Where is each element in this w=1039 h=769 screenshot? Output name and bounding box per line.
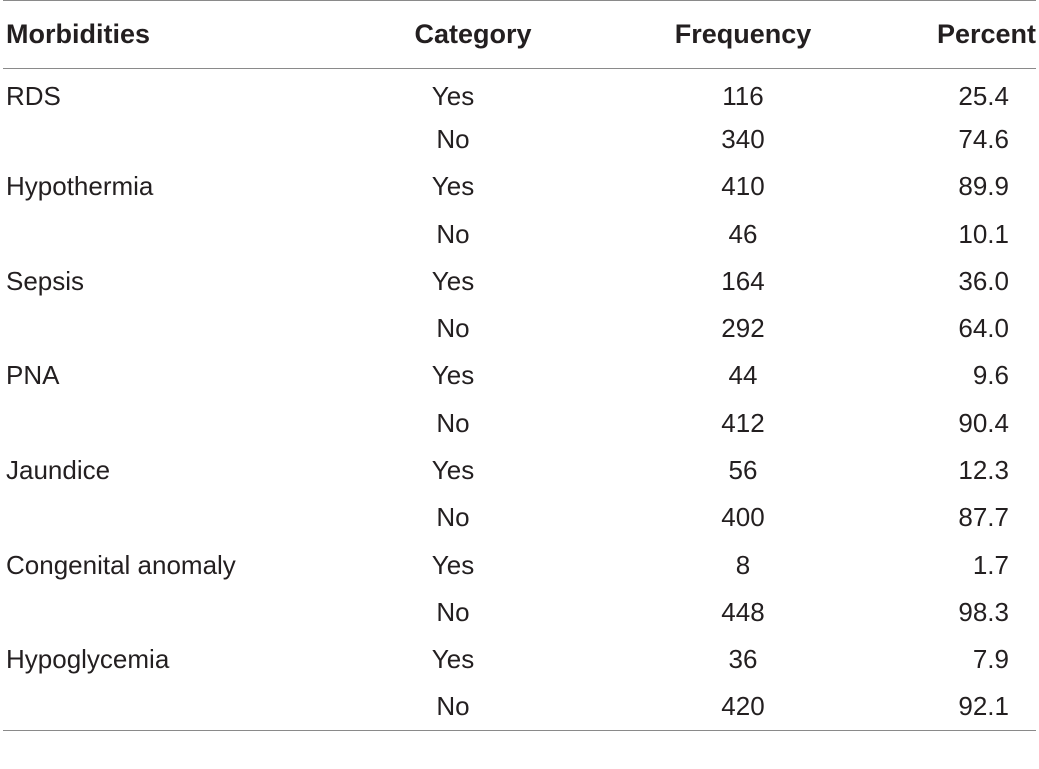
header-percent: Percent (936, 19, 1036, 49)
frequency-cell: 36 (728, 644, 758, 675)
table-row (3, 447, 1036, 494)
frequency-cell: 448 (721, 596, 765, 627)
frequency-cell: 340 (721, 123, 765, 154)
category-cell: Yes (431, 455, 475, 486)
category-cell: Yes (431, 265, 475, 296)
table-row (3, 116, 1036, 163)
table-row (3, 210, 1036, 257)
frequency-cell: 8 (735, 549, 751, 580)
category-cell: No (436, 123, 470, 154)
morbidity-cell (3, 494, 353, 541)
header-frequency: Frequency (674, 19, 812, 49)
percent-cell: 25.4 (958, 80, 1009, 111)
category-cell: No (436, 502, 470, 533)
morbidity-cell (3, 400, 353, 447)
category-cell: Yes (431, 80, 475, 111)
percent-cell: 10.1 (958, 218, 1009, 249)
header-morbidities: Morbidities (6, 19, 151, 49)
percent-cell: 89.9 (958, 171, 1009, 202)
category-cell: Yes (431, 549, 475, 580)
table-row (3, 258, 1036, 305)
table-row (3, 400, 1036, 447)
frequency-cell: 400 (721, 502, 765, 533)
percent-cell: 7.9 (972, 644, 1009, 675)
percent-cell: 74.6 (958, 123, 1009, 154)
table-body (3, 69, 1036, 731)
percent-cell: 36.0 (958, 265, 1009, 296)
table-row (3, 589, 1036, 636)
frequency-cell: 410 (721, 171, 765, 202)
frequency-cell: 420 (721, 691, 765, 722)
frequency-cell: 46 (728, 218, 758, 249)
frequency-cell: 292 (721, 313, 765, 344)
morbidity-cell (3, 305, 353, 352)
morbidity-cell: Jaundice (6, 455, 111, 486)
table-row (3, 636, 1036, 683)
percent-cell: 92.1 (958, 691, 1009, 722)
percent-cell: 98.3 (958, 596, 1009, 627)
category-cell: No (436, 596, 470, 627)
morbidity-cell: Congenital anomaly (6, 549, 236, 580)
table-row (3, 305, 1036, 352)
morbidity-cell: Sepsis (6, 265, 85, 296)
percent-cell: 87.7 (958, 502, 1009, 533)
morbidity-cell (3, 116, 353, 163)
category-cell: No (436, 313, 470, 344)
frequency-cell: 412 (721, 407, 765, 438)
frequency-cell: 164 (721, 265, 765, 296)
morbidity-cell (3, 683, 353, 730)
percent-cell: 12.3 (958, 455, 1009, 486)
table-row (3, 352, 1036, 399)
morbidity-cell: Hypothermia (6, 171, 154, 202)
morbidity-cell: RDS (6, 80, 61, 111)
category-cell: No (436, 218, 470, 249)
table-header (3, 1, 1036, 69)
category-cell: No (436, 691, 470, 722)
table-row (3, 541, 1036, 588)
category-cell: Yes (431, 171, 475, 202)
frequency-cell: 116 (722, 80, 764, 111)
frequency-cell: 44 (728, 360, 758, 391)
morbidities-table (3, 0, 1036, 731)
header-row (3, 1, 1036, 69)
table-row (3, 163, 1036, 210)
category-cell: Yes (431, 644, 475, 675)
morbidity-cell: Hypoglycemia (6, 644, 170, 675)
morbidity-cell (3, 210, 353, 257)
percent-cell: 1.7 (972, 549, 1009, 580)
percent-cell: 64.0 (958, 313, 1009, 344)
category-cell: No (436, 407, 470, 438)
morbidities-table-container (3, 0, 1036, 731)
table-row (3, 69, 1036, 116)
percent-cell: 90.4 (958, 407, 1009, 438)
category-cell: Yes (431, 360, 475, 391)
morbidity-cell: PNA (6, 360, 60, 391)
frequency-cell: 56 (728, 455, 758, 486)
percent-cell: 9.6 (972, 360, 1009, 391)
table-row (3, 494, 1036, 541)
morbidity-cell (3, 589, 353, 636)
table-row (3, 683, 1036, 730)
header-category: Category (414, 19, 532, 49)
